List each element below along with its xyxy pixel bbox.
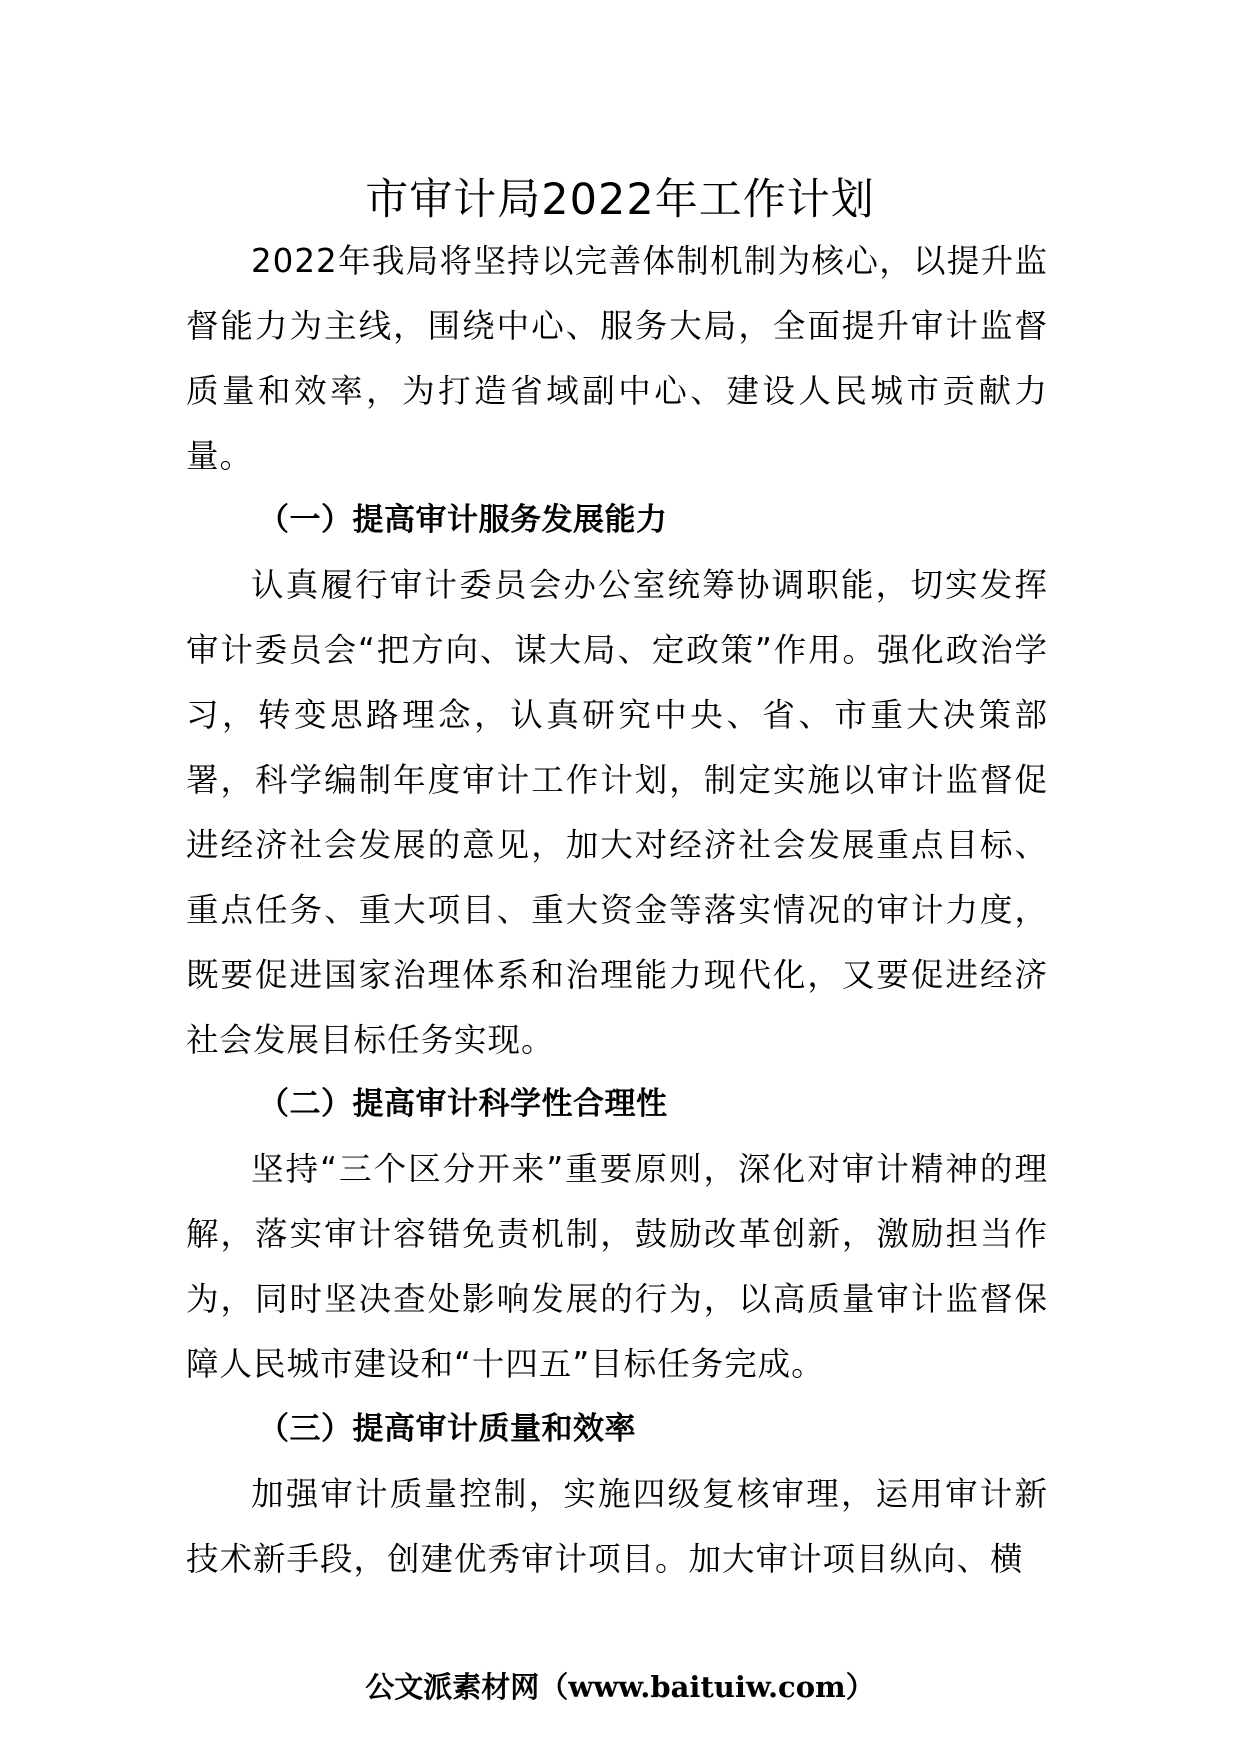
section-heading-1: （一）提高审计服务发展能力 — [258, 502, 668, 538]
footer-watermark: 公文派素材网（www.baituiw.com） — [365, 1670, 875, 1704]
document-title: 市审计局2022年工作计划 — [365, 175, 875, 225]
section-3-paragraph: 加强审计质量控制，实施四级复核审理，运用审计新技术新手段，创建优秀审计项目。加大审计项目纵向、横 — [186, 1475, 1048, 1578]
section-heading-2: （二）提高审计科学性合理性 — [258, 1086, 668, 1122]
intro-paragraph: 2022年我局将坚持以完善体制机制为核心，以提升监督能力为主线，围绕中心、服务大局，全面提升审计监督质量和效率，为打造省域副中心、建设人民城市贡献力量。 — [186, 242, 1048, 475]
section-2-paragraph: 坚持“三个区分开来”重要原则，深化对审计精神的理解，落实审计容错免责机制，鼓励改革创新，激励担当作为，同时坚决查处影响发展的行为，以高质量审计监督保障人民城市建设和“十四五”目标任务完成。 — [186, 1150, 1048, 1383]
section-heading-3: （三）提高审计质量和效率 — [258, 1411, 636, 1447]
section-1-paragraph: 认真履行审计委员会办公室统筹协调职能，切实发挥审计委员会“把方向、谋大局、定政策”作用。强化政治学习，转变思路理念，认真研究中央、省、市重大决策部署，科学编制年度审计工作计划，制定实施以审计监督促进经济社会发展的意见，加大对经济社会发展重点目标、重点任务、重大项目、重大资金等落实情况的审计力度，既要促进国家治理体系和治理能力现代化，又要促进经济社会发展目标任务实现。 — [186, 566, 1048, 1059]
